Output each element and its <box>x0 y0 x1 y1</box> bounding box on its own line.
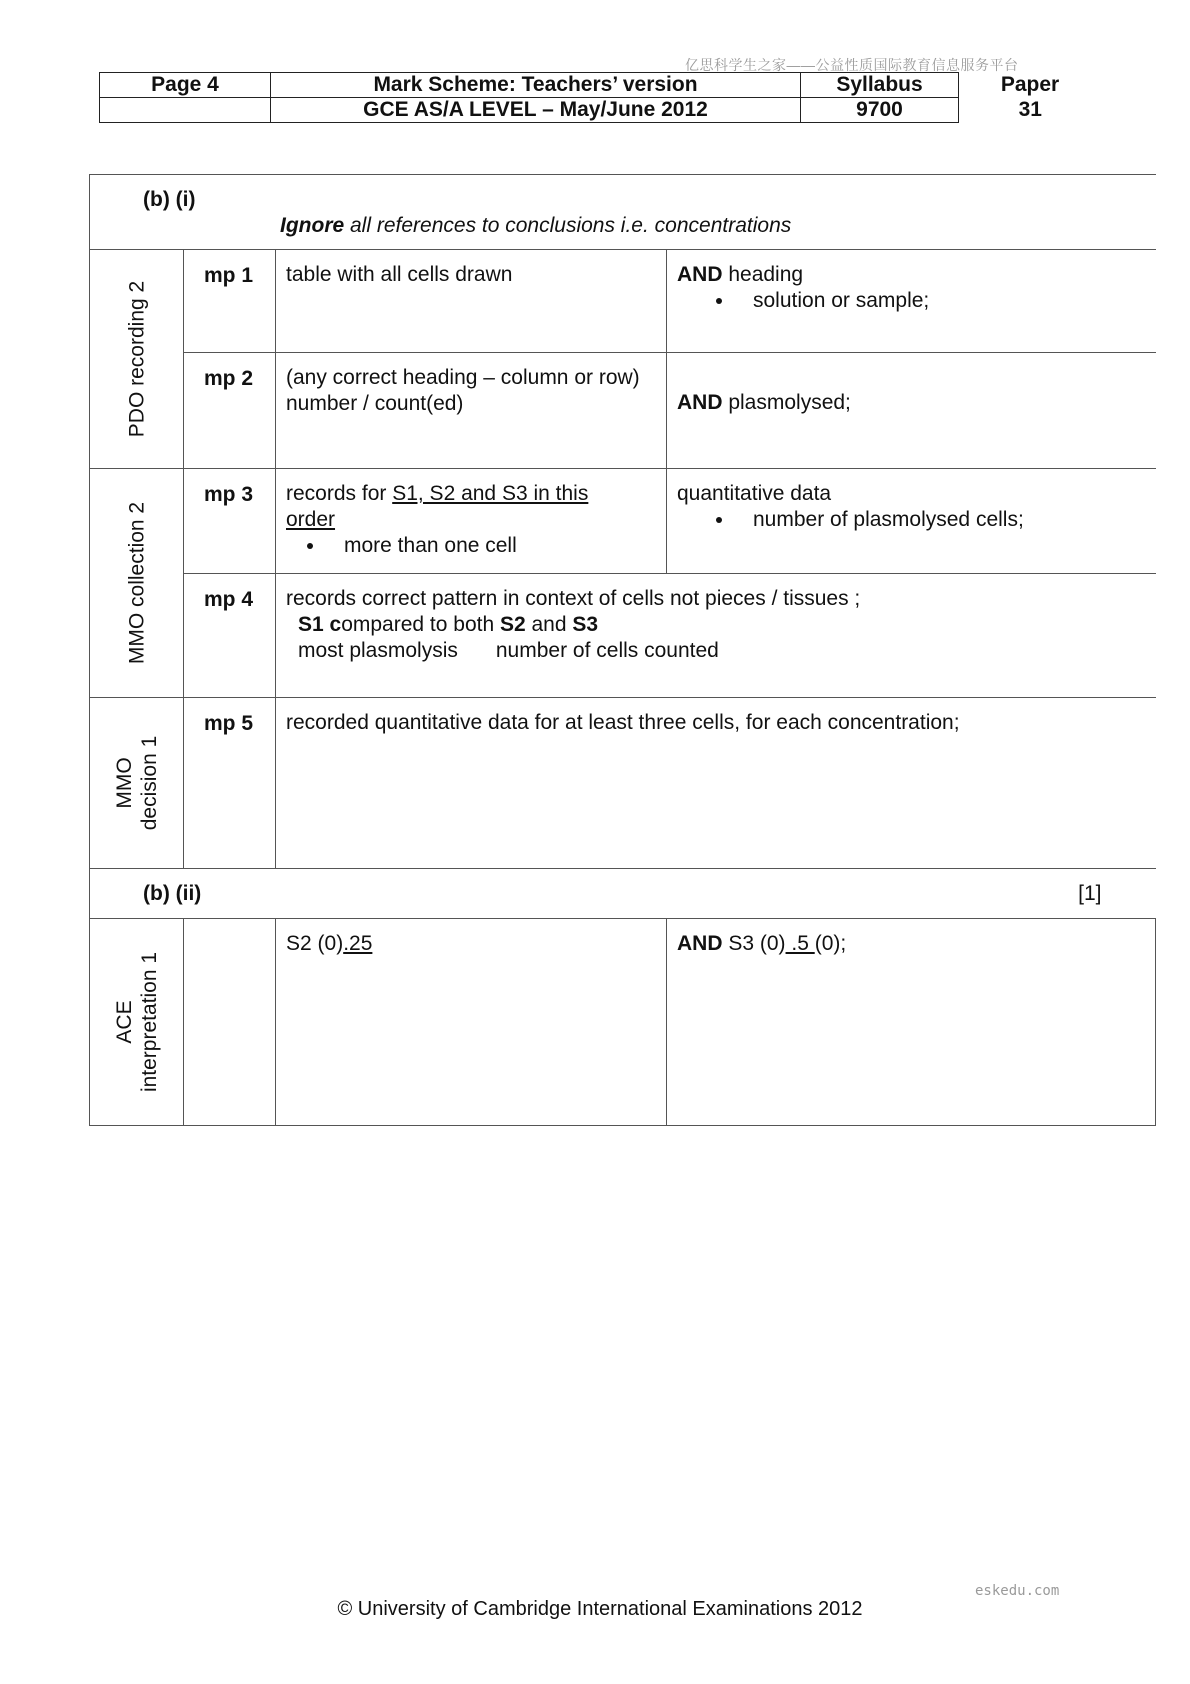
section-b-ii-label: (b) (ii) <box>143 882 202 905</box>
page-number: Page 4 <box>100 73 271 98</box>
b-ii-right-post: (0); <box>814 932 847 955</box>
mp4-s1: S1 c <box>298 613 342 637</box>
footer <box>0 1598 1190 1621</box>
mp1-label: mp 1 <box>184 250 276 353</box>
skill-mmo-decision-label <box>112 736 162 831</box>
mp3-left <box>276 469 667 574</box>
mp3-right-bullet: • number of plasmolysed cells; <box>735 507 1146 533</box>
skill-pdo-label: PDO recording 2 <box>125 280 148 438</box>
syllabus-label: Syllabus <box>801 73 959 98</box>
mp4-most-plasmolysis: most plasmolysis <box>298 639 458 663</box>
mp3-right <box>667 469 1156 574</box>
mp2-and: AND <box>677 391 723 415</box>
mark-scheme-table <box>89 174 1156 1126</box>
skill-ace-label <box>112 952 162 1092</box>
b-ii-left-pre: S2 (0) <box>286 932 344 955</box>
skill-ace-line1: ACE <box>112 1000 136 1044</box>
skill-mmo-collection-label: MMO collection 2 <box>125 501 148 665</box>
mp5-label: mp 5 <box>184 698 276 869</box>
mp3-left-underlined-1: S1, S2 and S3 in this <box>392 482 589 505</box>
b-ii-right-u: .5 <box>785 932 815 955</box>
mp4-content <box>276 574 1156 698</box>
section-b-i-label: (b) (i) <box>143 188 196 211</box>
mp4-label: mp 4 <box>184 574 276 698</box>
document-title: Mark Scheme: Teachers’ version <box>271 73 801 98</box>
paper-label: Paper <box>1000 73 1060 96</box>
watermark-bottom: eskedu.com <box>975 1583 1060 1599</box>
b-ii-left-u: .25 <box>343 932 373 955</box>
ignore-rest: all references to conclusions i.e. concentrations <box>344 214 792 237</box>
paper-value: 31 <box>1018 98 1042 121</box>
section-b-i <box>90 175 1156 250</box>
header-empty-cell <box>100 98 271 123</box>
skill-mmo-decision <box>90 698 184 869</box>
mp2-right <box>667 353 1156 469</box>
skill-pdo <box>90 250 184 469</box>
skill-ace-line2: interpretation 1 <box>137 951 161 1093</box>
mp4-s2: S2 <box>499 613 526 637</box>
ignore-bold: Ignore <box>280 214 345 237</box>
mark-allocation: [1] <box>1078 882 1102 905</box>
skill-mmo-decision-line1: MMO <box>112 757 136 809</box>
mp1-bullet: • solution or sample; <box>735 288 1146 314</box>
skill-mmo-decision-line2: decision 1 <box>137 735 161 831</box>
b-ii-and: AND <box>677 932 723 955</box>
mp4-cells-counted: number of cells counted <box>495 639 719 663</box>
header-table <box>99 72 1102 123</box>
mp3-left-bullet: • more than one cell <box>326 533 656 559</box>
mp3-left-pre: records for <box>286 482 393 505</box>
mp1-left <box>276 250 667 353</box>
mp3-right-text: quantitative data <box>677 482 832 505</box>
syllabus-value: 9700 <box>801 98 959 123</box>
mp4-line3 <box>286 638 1146 664</box>
mp2-label: mp 2 <box>184 353 276 469</box>
b-ii-right-pre: S3 (0) <box>722 932 786 955</box>
mp1-right-text: heading <box>722 263 804 286</box>
mp4-and: and <box>525 613 573 637</box>
mp2-left-text: (any correct heading – column or row) number / count(ed) <box>286 366 640 416</box>
mp5-text: recorded quantitative data for at least three cells, for each concentration; <box>276 698 1156 869</box>
skill-mmo-collection <box>90 469 184 698</box>
mp4-mid: ompared to both <box>341 613 500 637</box>
mp4-line1: records correct pattern in context of cells not pieces / tissues ; <box>286 587 861 611</box>
b-ii-empty <box>184 919 276 1126</box>
exam-session: GCE AS/A LEVEL – May/June 2012 <box>271 98 801 123</box>
mp4-s3: S3 <box>572 613 599 637</box>
mp4-line2 <box>286 612 1146 638</box>
mp1-and: AND <box>677 263 723 286</box>
mp3-left-underlined-2: order <box>286 508 336 531</box>
watermark-top: 亿思科学生之家——公益性质国际教育信息服务平台 <box>685 57 1019 73</box>
skill-ace <box>90 919 184 1126</box>
mp1-left-text: table with all cells drawn <box>286 263 513 286</box>
mp3-label: mp 3 <box>184 469 276 574</box>
copyright: © University of Cambridge International Examinations 2012 <box>337 1598 863 1620</box>
b-ii-left <box>276 919 667 1126</box>
mp2-right-text: plasmolysed; <box>722 391 851 415</box>
section-b-ii <box>90 869 1156 919</box>
ignore-note <box>143 213 1156 239</box>
mp2-left <box>276 353 667 469</box>
b-ii-right <box>667 919 1156 1126</box>
mp1-right <box>667 250 1156 353</box>
